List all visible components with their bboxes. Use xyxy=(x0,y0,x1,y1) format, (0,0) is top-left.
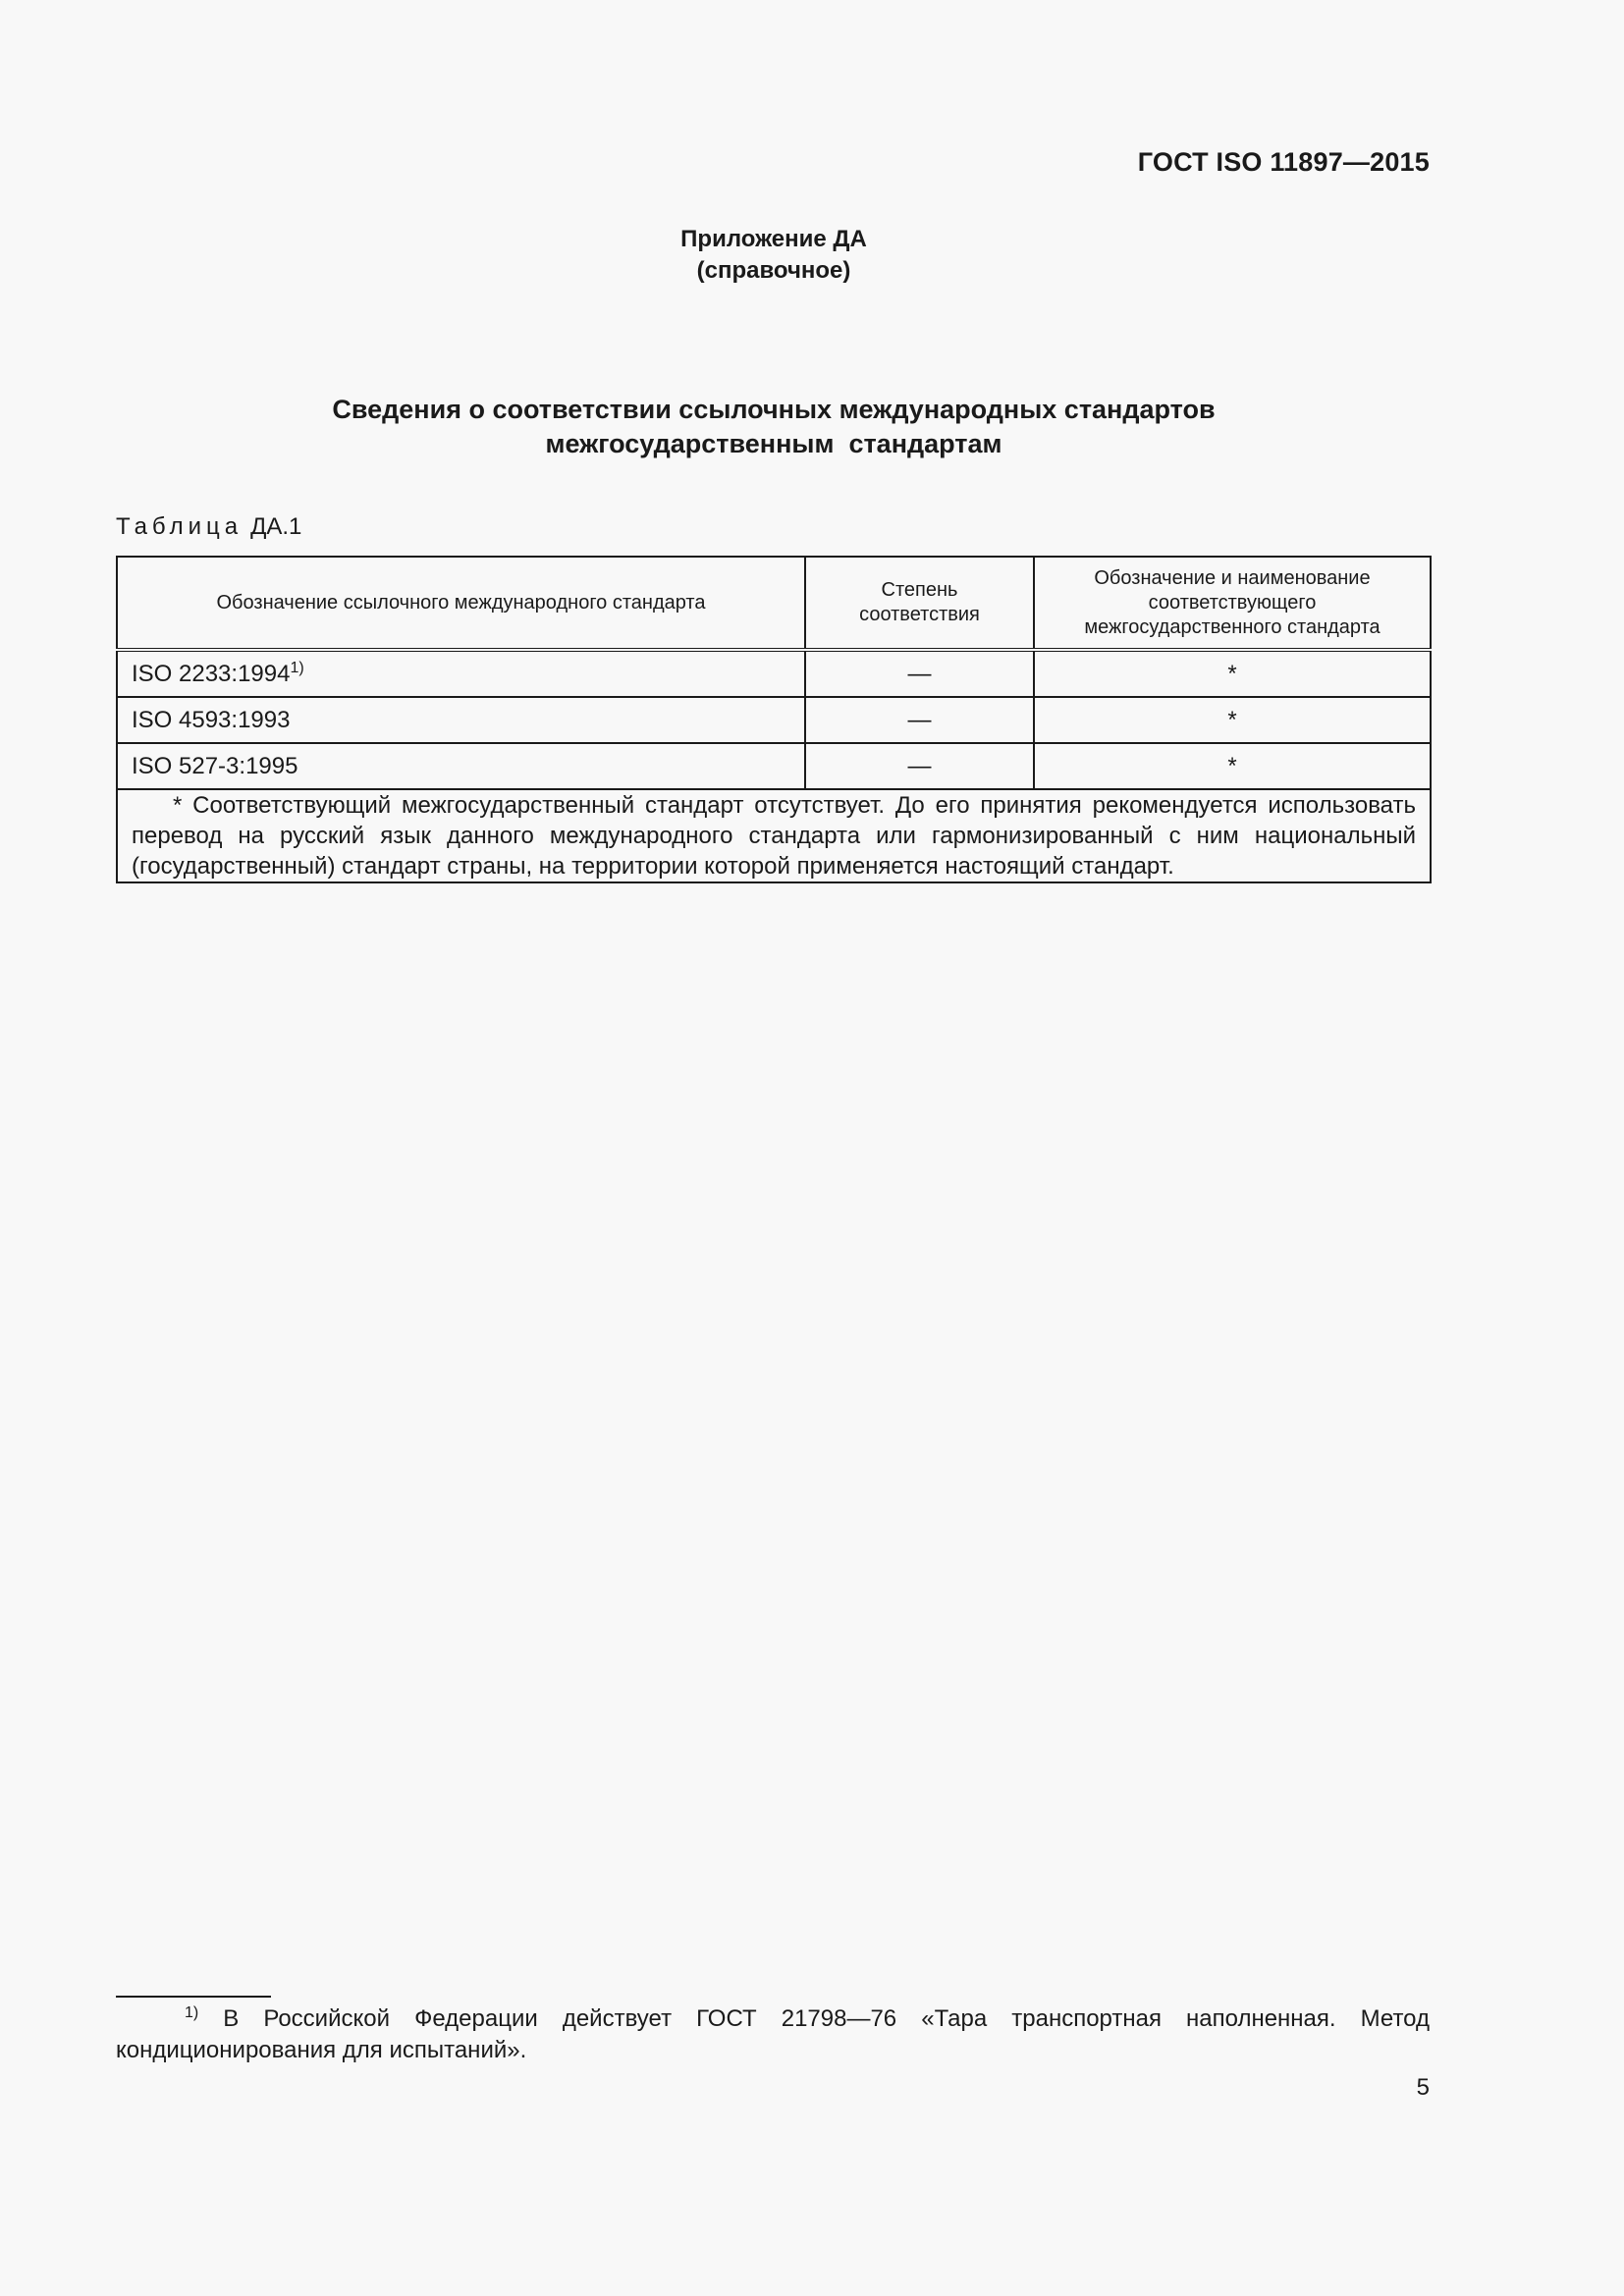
section-title-line-2: межгосударственным стандартам xyxy=(545,429,1002,458)
section-title xyxy=(0,393,1547,461)
table-header-row xyxy=(117,557,1431,650)
cell-equivalent: * xyxy=(1034,650,1431,697)
cell-equivalent: * xyxy=(1034,697,1431,743)
footnote-marker: 1) xyxy=(185,2004,199,2021)
cell-equivalent: * xyxy=(1034,743,1431,789)
table-caption-word: Таблица xyxy=(116,513,244,540)
cell-standard: ISO 4593:1993 xyxy=(117,697,805,743)
header-international-standard: Обозначение ссылочного международного стандарта xyxy=(117,557,805,650)
standard-designation: ISO 2233:1994 xyxy=(132,660,291,687)
cell-degree: — xyxy=(805,743,1034,789)
cell-degree: — xyxy=(805,697,1034,743)
table-row xyxy=(117,743,1431,789)
cell-degree: — xyxy=(805,650,1034,697)
standards-table xyxy=(116,556,1432,883)
table-caption-number: ДА.1 xyxy=(250,513,302,540)
section-title-line-1: Сведения о соответствии ссылочных международных стандартов xyxy=(332,395,1216,424)
cell-standard: ISO 527-3:1995 xyxy=(117,743,805,789)
table-caption xyxy=(116,513,301,541)
table-note: * Соответствующий межгосударственный стандарт отсутствует. До его принятия рекомендуется использовать перевод на русский язык данного международного стандарта или гармонизированный с ним национальный (государственный) стандарт страны, на территории которой применяется настоящий стандарт. xyxy=(117,789,1431,882)
appendix-heading xyxy=(0,224,1547,287)
table-row xyxy=(117,697,1431,743)
header-interstate-standard: Обозначение и наименование соответствующего межгосударственного стандарта xyxy=(1034,557,1431,650)
page-number: 5 xyxy=(1416,2074,1430,2101)
footnote xyxy=(116,2003,1430,2066)
footnote-reference[interactable]: 1) xyxy=(290,659,304,676)
header-degree-of-correspondence: Степень соответствия xyxy=(805,557,1034,650)
appendix-subtitle: (справочное) xyxy=(696,257,851,284)
table-row xyxy=(117,650,1431,697)
appendix-title: Приложение ДА xyxy=(680,226,867,252)
cell-standard xyxy=(117,650,805,697)
footnote-text: В Российской Федерации действует ГОСТ 21798—76 «Тара транспортная наполненная. Метод кондиционирования для испытаний». xyxy=(116,2005,1430,2063)
document-code: ГОСТ ISO 11897—2015 xyxy=(1137,147,1430,177)
table-note-row xyxy=(117,789,1431,882)
footnote-divider xyxy=(116,1996,271,1998)
